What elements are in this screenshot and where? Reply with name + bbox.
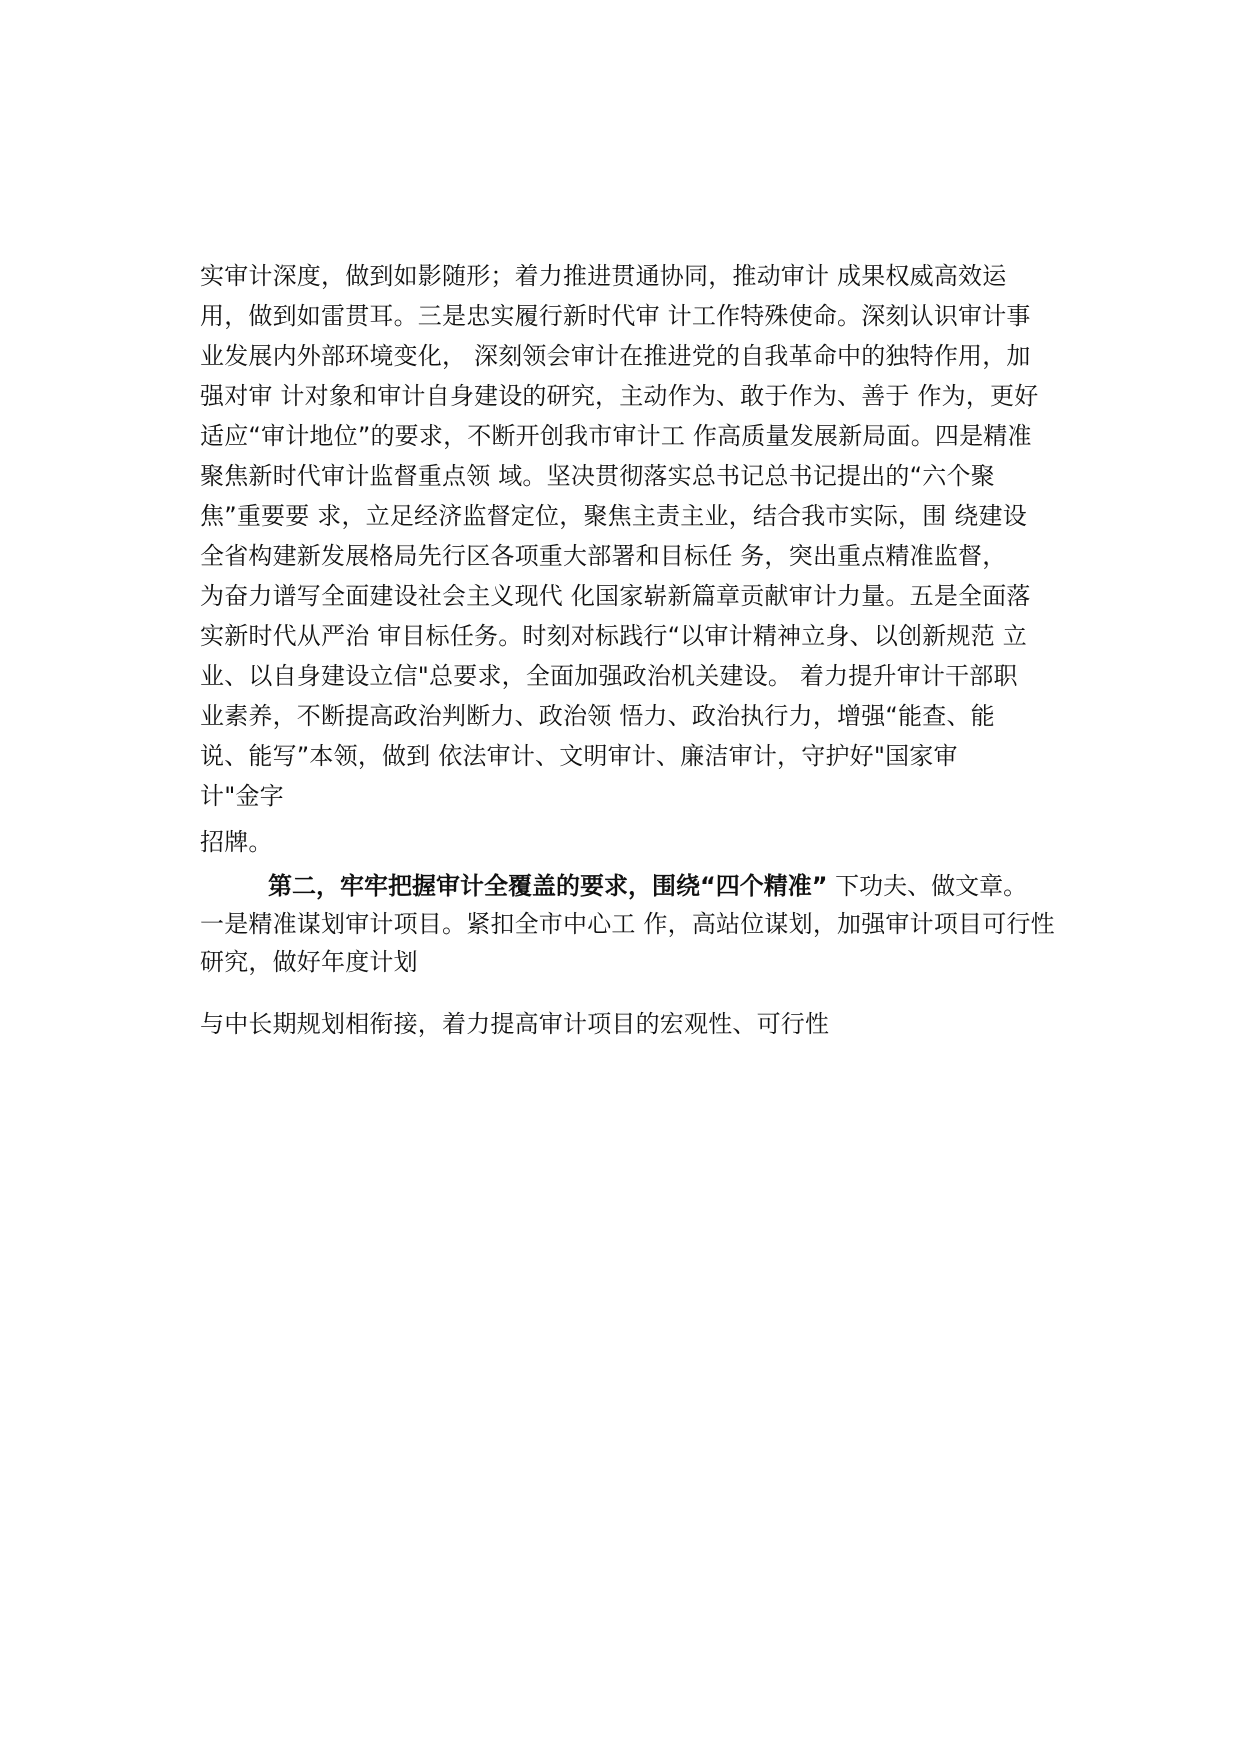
paragraph1-line-3: 业发展内外部环境变化， 深刻领会审计在推进党的自我革命中的独特作用，加: [200, 342, 1031, 370]
paragraph1-line-11: 业、以自身建设立信"总要求，全面加强政治机关建设。 着力提升审计干部职: [200, 662, 1018, 690]
section2-heading: [200, 868, 1027, 904]
section2-heading-bold: 第二，牢牢把握审计全覆盖的要求，围绕“四个精准”: [268, 872, 828, 900]
paragraph1-line-9: 为奋力谱写全面建设社会主义现代 化国家崭新篇章贡献审计力量。五是全面落: [200, 582, 1031, 610]
paragraph1-line-13: 说、能写”本领，做到 依法审计、文明审计、廉洁审计，守护好"国家审: [200, 742, 958, 770]
paragraph1-line-5: 适应“审计地位”的要求，不断开创我市审计工 作高质量发展新局面。四是精准: [200, 422, 1032, 450]
paragraph1-line-7: 焦”重要要 求，立足经济监督定位，聚焦主责主业，结合我市实际，围 绕建设: [200, 502, 1027, 530]
section2-line-3: 研究，做好年度计划: [200, 948, 418, 976]
section2-line-2: 一是精准谋划审计项目。紧扣全市中心工 作，高站位谋划，加强审计项目可行性: [200, 910, 1055, 938]
paragraph1-line-2: 用，做到如雷贯耳。三是忠实履行新时代审 计工作特殊使命。深刻认识审计事: [200, 302, 1031, 330]
paragraph1-line-8: 全省构建新发展格局先行区各项重大部署和目标任 务，突出重点精准监督，: [200, 542, 1007, 570]
section2-line-4: 与中长期规划相衔接，着力提高审计项目的宏观性、可行性: [200, 1010, 830, 1038]
paragraph1-line-14: 计"金字: [200, 782, 284, 810]
paragraph1-line-6: 聚焦新时代审计监督重点领 域。坚决贯彻落实总书记总书记提出的“六个聚: [200, 462, 995, 490]
paragraph1-line-1: 实审计深度，做到如影随形；着力推进贯通协同，推动审计 成果权威高效运: [200, 262, 1007, 290]
paragraph1-tail: 招牌。: [200, 828, 273, 856]
paragraph1-line-12: 业素养，不断提高政治判断力、政治领 悟力、政治执行力，增强“能查、能: [200, 702, 995, 730]
paragraph1-line-10: 实新时代从严治 审目标任务。时刻对标践行“以审计精神立身、以创新规范 立: [200, 622, 1027, 650]
section2-heading-rest: 下功夫、做文章。: [827, 872, 1028, 900]
paragraph1-line-4: 强对审 计对象和审计自身建设的研究，主动作为、敢于作为、善于 作为，更好: [200, 382, 1039, 410]
